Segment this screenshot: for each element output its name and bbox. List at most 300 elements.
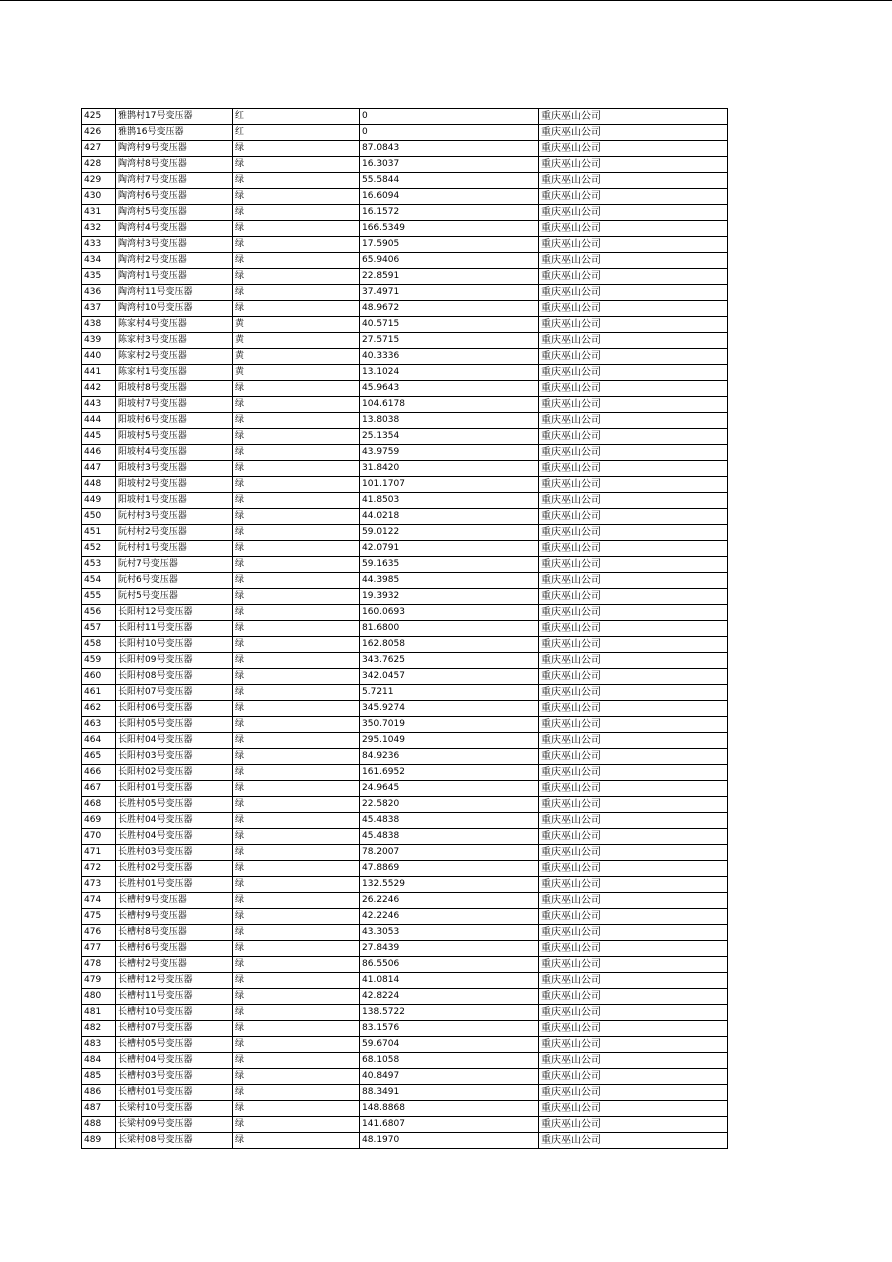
row-number-cell: 475	[82, 909, 116, 925]
company-cell: 重庆巫山公司	[539, 893, 728, 909]
row-number-cell: 454	[82, 573, 116, 589]
row-number-cell: 482	[82, 1021, 116, 1037]
transformer-name-cell: 阮村村1号变压器	[116, 541, 233, 557]
value-cell: 40.3336	[360, 349, 539, 365]
transformer-name-cell: 长阳村04号变压器	[116, 733, 233, 749]
transformer-name-cell: 阳坡村5号变压器	[116, 429, 233, 445]
status-cell: 绿	[233, 637, 360, 653]
table-row	[82, 1005, 728, 1021]
company-cell: 重庆巫山公司	[539, 733, 728, 749]
row-number-cell: 434	[82, 253, 116, 269]
transformer-name-cell: 长槽村07号变压器	[116, 1021, 233, 1037]
table-row	[82, 1037, 728, 1053]
transformer-name-cell: 陶湾村4号变压器	[116, 221, 233, 237]
status-cell: 绿	[233, 973, 360, 989]
value-cell: 160.0693	[360, 605, 539, 621]
value-cell: 25.1354	[360, 429, 539, 445]
row-number-cell: 478	[82, 957, 116, 973]
transformer-name-cell: 长槽村9号变压器	[116, 893, 233, 909]
value-cell: 37.4971	[360, 285, 539, 301]
company-cell: 重庆巫山公司	[539, 573, 728, 589]
transformer-name-cell: 陶湾村6号变压器	[116, 189, 233, 205]
table-row	[82, 973, 728, 989]
table-row	[82, 605, 728, 621]
value-cell: 86.5506	[360, 957, 539, 973]
page-top-border	[0, 0, 892, 1]
company-cell: 重庆巫山公司	[539, 189, 728, 205]
transformer-name-cell: 雅鹊村17号变压器	[116, 109, 233, 125]
status-cell: 绿	[233, 461, 360, 477]
value-cell: 59.1635	[360, 557, 539, 573]
status-cell: 绿	[233, 205, 360, 221]
row-number-cell: 444	[82, 413, 116, 429]
company-cell: 重庆巫山公司	[539, 797, 728, 813]
status-cell: 绿	[233, 797, 360, 813]
row-number-cell: 438	[82, 317, 116, 333]
transformer-name-cell: 长槽村03号变压器	[116, 1069, 233, 1085]
table-row	[82, 221, 728, 237]
company-cell: 重庆巫山公司	[539, 493, 728, 509]
value-cell: 42.2246	[360, 909, 539, 925]
transformer-name-cell: 陈家村1号变压器	[116, 365, 233, 381]
table-row	[82, 557, 728, 573]
row-number-cell: 461	[82, 685, 116, 701]
transformer-name-cell: 长槽村04号变压器	[116, 1053, 233, 1069]
table-row	[82, 317, 728, 333]
transformer-name-cell: 长阳村12号变压器	[116, 605, 233, 621]
company-cell: 重庆巫山公司	[539, 749, 728, 765]
company-cell: 重庆巫山公司	[539, 381, 728, 397]
company-cell: 重庆巫山公司	[539, 589, 728, 605]
company-cell: 重庆巫山公司	[539, 1101, 728, 1117]
value-cell: 22.8591	[360, 269, 539, 285]
status-cell: 绿	[233, 1005, 360, 1021]
value-cell: 59.6704	[360, 1037, 539, 1053]
table-row	[82, 477, 728, 493]
transformer-name-cell: 长槽村8号变压器	[116, 925, 233, 941]
status-cell: 绿	[233, 749, 360, 765]
row-number-cell: 485	[82, 1069, 116, 1085]
table-row	[82, 797, 728, 813]
row-number-cell: 456	[82, 605, 116, 621]
transformer-name-cell: 长槽村05号变压器	[116, 1037, 233, 1053]
table-row	[82, 461, 728, 477]
status-cell: 绿	[233, 829, 360, 845]
table-row	[82, 701, 728, 717]
transformer-name-cell: 长胜村04号变压器	[116, 813, 233, 829]
table-row	[82, 717, 728, 733]
company-cell: 重庆巫山公司	[539, 1117, 728, 1133]
table-row	[82, 893, 728, 909]
row-number-cell: 448	[82, 477, 116, 493]
company-cell: 重庆巫山公司	[539, 861, 728, 877]
transformer-name-cell: 长阳村08号变压器	[116, 669, 233, 685]
company-cell: 重庆巫山公司	[539, 397, 728, 413]
status-cell: 绿	[233, 941, 360, 957]
row-number-cell: 425	[82, 109, 116, 125]
status-cell: 绿	[233, 1037, 360, 1053]
transformer-name-cell: 长梁村09号变压器	[116, 1117, 233, 1133]
table-row	[82, 525, 728, 541]
company-cell: 重庆巫山公司	[539, 237, 728, 253]
row-number-cell: 428	[82, 157, 116, 173]
table-row	[82, 1021, 728, 1037]
transformer-name-cell: 长阳村05号变压器	[116, 717, 233, 733]
value-cell: 83.1576	[360, 1021, 539, 1037]
status-cell: 绿	[233, 221, 360, 237]
table-row	[82, 381, 728, 397]
transformer-name-cell: 长阳村02号变压器	[116, 765, 233, 781]
transformer-name-cell: 长阳村11号变压器	[116, 621, 233, 637]
status-cell: 绿	[233, 589, 360, 605]
status-cell: 绿	[233, 413, 360, 429]
table-row	[82, 1053, 728, 1069]
transformer-name-cell: 长阳村10号变压器	[116, 637, 233, 653]
company-cell: 重庆巫山公司	[539, 301, 728, 317]
company-cell: 重庆巫山公司	[539, 621, 728, 637]
value-cell: 42.8224	[360, 989, 539, 1005]
company-cell: 重庆巫山公司	[539, 349, 728, 365]
value-cell: 65.9406	[360, 253, 539, 269]
row-number-cell: 474	[82, 893, 116, 909]
transformer-name-cell: 阮村村3号变压器	[116, 509, 233, 525]
value-cell: 45.9643	[360, 381, 539, 397]
table-row	[82, 1133, 728, 1149]
table-row	[82, 429, 728, 445]
table-row	[82, 157, 728, 173]
value-cell: 345.9274	[360, 701, 539, 717]
row-number-cell: 466	[82, 765, 116, 781]
row-number-cell: 435	[82, 269, 116, 285]
value-cell: 48.9672	[360, 301, 539, 317]
value-cell: 40.8497	[360, 1069, 539, 1085]
value-cell: 88.3491	[360, 1085, 539, 1101]
status-cell: 绿	[233, 557, 360, 573]
value-cell: 41.8503	[360, 493, 539, 509]
table-row	[82, 349, 728, 365]
value-cell: 161.6952	[360, 765, 539, 781]
company-cell: 重庆巫山公司	[539, 989, 728, 1005]
row-number-cell: 427	[82, 141, 116, 157]
transformer-name-cell: 长槽村11号变压器	[116, 989, 233, 1005]
status-cell: 绿	[233, 813, 360, 829]
status-cell: 黄	[233, 333, 360, 349]
transformer-name-cell: 长阳村03号变压器	[116, 749, 233, 765]
transformer-name-cell: 长胜村03号变压器	[116, 845, 233, 861]
company-cell: 重庆巫山公司	[539, 253, 728, 269]
value-cell: 17.5905	[360, 237, 539, 253]
transformer-table	[81, 108, 728, 1149]
status-cell: 绿	[233, 893, 360, 909]
row-number-cell: 487	[82, 1101, 116, 1117]
row-number-cell: 449	[82, 493, 116, 509]
row-number-cell: 450	[82, 509, 116, 525]
status-cell: 绿	[233, 845, 360, 861]
value-cell: 342.0457	[360, 669, 539, 685]
row-number-cell: 470	[82, 829, 116, 845]
status-cell: 绿	[233, 1133, 360, 1149]
row-number-cell: 483	[82, 1037, 116, 1053]
value-cell: 31.8420	[360, 461, 539, 477]
row-number-cell: 489	[82, 1133, 116, 1149]
transformer-name-cell: 长槽村10号变压器	[116, 1005, 233, 1021]
company-cell: 重庆巫山公司	[539, 1037, 728, 1053]
company-cell: 重庆巫山公司	[539, 829, 728, 845]
status-cell: 红	[233, 109, 360, 125]
transformer-name-cell: 长梁村10号变压器	[116, 1101, 233, 1117]
company-cell: 重庆巫山公司	[539, 173, 728, 189]
table-row	[82, 669, 728, 685]
company-cell: 重庆巫山公司	[539, 333, 728, 349]
status-cell: 绿	[233, 173, 360, 189]
row-number-cell: 445	[82, 429, 116, 445]
value-cell: 45.4838	[360, 829, 539, 845]
transformer-name-cell: 长槽村12号变压器	[116, 973, 233, 989]
value-cell: 59.0122	[360, 525, 539, 541]
company-cell: 重庆巫山公司	[539, 477, 728, 493]
company-cell: 重庆巫山公司	[539, 653, 728, 669]
value-cell: 5.7211	[360, 685, 539, 701]
table-row	[82, 413, 728, 429]
transformer-name-cell: 阳坡村2号变压器	[116, 477, 233, 493]
company-cell: 重庆巫山公司	[539, 413, 728, 429]
table-row	[82, 189, 728, 205]
company-cell: 重庆巫山公司	[539, 685, 728, 701]
value-cell: 40.5715	[360, 317, 539, 333]
status-cell: 绿	[233, 701, 360, 717]
company-cell: 重庆巫山公司	[539, 765, 728, 781]
transformer-name-cell: 阳坡村3号变压器	[116, 461, 233, 477]
row-number-cell: 473	[82, 877, 116, 893]
value-cell: 0	[360, 109, 539, 125]
row-number-cell: 459	[82, 653, 116, 669]
row-number-cell: 453	[82, 557, 116, 573]
transformer-name-cell: 阮村7号变压器	[116, 557, 233, 573]
status-cell: 绿	[233, 685, 360, 701]
company-cell: 重庆巫山公司	[539, 525, 728, 541]
transformer-name-cell: 长槽村9号变压器	[116, 909, 233, 925]
table-row	[82, 237, 728, 253]
row-number-cell: 469	[82, 813, 116, 829]
table-row	[82, 333, 728, 349]
status-cell: 绿	[233, 925, 360, 941]
status-cell: 绿	[233, 1085, 360, 1101]
status-cell: 绿	[233, 605, 360, 621]
company-cell: 重庆巫山公司	[539, 1053, 728, 1069]
row-number-cell: 462	[82, 701, 116, 717]
company-cell: 重庆巫山公司	[539, 941, 728, 957]
status-cell: 绿	[233, 477, 360, 493]
value-cell: 48.1970	[360, 1133, 539, 1149]
transformer-name-cell: 长阳村06号变压器	[116, 701, 233, 717]
table-row	[82, 685, 728, 701]
value-cell: 0	[360, 125, 539, 141]
company-cell: 重庆巫山公司	[539, 109, 728, 125]
status-cell: 绿	[233, 509, 360, 525]
row-number-cell: 477	[82, 941, 116, 957]
company-cell: 重庆巫山公司	[539, 141, 728, 157]
row-number-cell: 440	[82, 349, 116, 365]
table-row	[82, 493, 728, 509]
value-cell: 44.3985	[360, 573, 539, 589]
company-cell: 重庆巫山公司	[539, 1085, 728, 1101]
value-cell: 22.5820	[360, 797, 539, 813]
row-number-cell: 467	[82, 781, 116, 797]
transformer-name-cell: 长胜村01号变压器	[116, 877, 233, 893]
status-cell: 绿	[233, 541, 360, 557]
company-cell: 重庆巫山公司	[539, 925, 728, 941]
status-cell: 绿	[233, 285, 360, 301]
row-number-cell: 457	[82, 621, 116, 637]
value-cell: 27.8439	[360, 941, 539, 957]
transformer-name-cell: 陶湾村10号变压器	[116, 301, 233, 317]
company-cell: 重庆巫山公司	[539, 637, 728, 653]
company-cell: 重庆巫山公司	[539, 541, 728, 557]
transformer-name-cell: 阮村村2号变压器	[116, 525, 233, 541]
value-cell: 343.7625	[360, 653, 539, 669]
company-cell: 重庆巫山公司	[539, 1021, 728, 1037]
company-cell: 重庆巫山公司	[539, 605, 728, 621]
row-number-cell: 447	[82, 461, 116, 477]
transformer-name-cell: 阮村6号变压器	[116, 573, 233, 589]
value-cell: 141.6807	[360, 1117, 539, 1133]
status-cell: 绿	[233, 1021, 360, 1037]
transformer-name-cell: 陶湾村2号变压器	[116, 253, 233, 269]
table-row	[82, 733, 728, 749]
transformer-name-cell: 陶湾村8号变压器	[116, 157, 233, 173]
value-cell: 162.8058	[360, 637, 539, 653]
row-number-cell: 437	[82, 301, 116, 317]
value-cell: 45.4838	[360, 813, 539, 829]
row-number-cell: 433	[82, 237, 116, 253]
table-row	[82, 637, 728, 653]
row-number-cell: 484	[82, 1053, 116, 1069]
transformer-name-cell: 长槽村01号变压器	[116, 1085, 233, 1101]
company-cell: 重庆巫山公司	[539, 429, 728, 445]
transformer-name-cell: 陶湾村3号变压器	[116, 237, 233, 253]
status-cell: 绿	[233, 765, 360, 781]
value-cell: 43.3053	[360, 925, 539, 941]
table-row	[82, 1101, 728, 1117]
company-cell: 重庆巫山公司	[539, 1069, 728, 1085]
company-cell: 重庆巫山公司	[539, 125, 728, 141]
transformer-name-cell: 长阳村09号变压器	[116, 653, 233, 669]
status-cell: 绿	[233, 989, 360, 1005]
row-number-cell: 451	[82, 525, 116, 541]
status-cell: 绿	[233, 1053, 360, 1069]
table-row	[82, 365, 728, 381]
table-row	[82, 941, 728, 957]
table-row	[82, 813, 728, 829]
company-cell: 重庆巫山公司	[539, 461, 728, 477]
status-cell: 绿	[233, 573, 360, 589]
status-cell: 绿	[233, 269, 360, 285]
status-cell: 绿	[233, 381, 360, 397]
status-cell: 绿	[233, 237, 360, 253]
transformer-name-cell: 陶湾村1号变压器	[116, 269, 233, 285]
company-cell: 重庆巫山公司	[539, 973, 728, 989]
status-cell: 黄	[233, 365, 360, 381]
status-cell: 绿	[233, 669, 360, 685]
status-cell: 绿	[233, 253, 360, 269]
table-row	[82, 1069, 728, 1085]
transformer-name-cell: 长胜村05号变压器	[116, 797, 233, 813]
status-cell: 绿	[233, 781, 360, 797]
table-row	[82, 285, 728, 301]
status-cell: 绿	[233, 1117, 360, 1133]
status-cell: 绿	[233, 301, 360, 317]
value-cell: 41.0814	[360, 973, 539, 989]
value-cell: 13.1024	[360, 365, 539, 381]
transformer-name-cell: 长阳村07号变压器	[116, 685, 233, 701]
row-number-cell: 486	[82, 1085, 116, 1101]
table-row	[82, 989, 728, 1005]
row-number-cell: 429	[82, 173, 116, 189]
value-cell: 16.6094	[360, 189, 539, 205]
company-cell: 重庆巫山公司	[539, 669, 728, 685]
table-row	[82, 749, 728, 765]
status-cell: 黄	[233, 317, 360, 333]
company-cell: 重庆巫山公司	[539, 845, 728, 861]
table-row	[82, 957, 728, 973]
value-cell: 78.2007	[360, 845, 539, 861]
table-row	[82, 397, 728, 413]
company-cell: 重庆巫山公司	[539, 717, 728, 733]
status-cell: 黄	[233, 349, 360, 365]
transformer-name-cell: 陈家村2号变压器	[116, 349, 233, 365]
table-row	[82, 829, 728, 845]
status-cell: 绿	[233, 397, 360, 413]
status-cell: 绿	[233, 1101, 360, 1117]
row-number-cell: 463	[82, 717, 116, 733]
transformer-name-cell: 雅鹊16号变压器	[116, 125, 233, 141]
status-cell: 绿	[233, 861, 360, 877]
row-number-cell: 430	[82, 189, 116, 205]
table-row	[82, 925, 728, 941]
transformer-name-cell: 阳坡村1号变压器	[116, 493, 233, 509]
company-cell: 重庆巫山公司	[539, 509, 728, 525]
transformer-name-cell: 陶湾村7号变压器	[116, 173, 233, 189]
table-row	[82, 253, 728, 269]
row-number-cell: 443	[82, 397, 116, 413]
transformer-name-cell: 长槽村2号变压器	[116, 957, 233, 973]
table-row	[82, 621, 728, 637]
value-cell: 84.9236	[360, 749, 539, 765]
row-number-cell: 472	[82, 861, 116, 877]
status-cell: 绿	[233, 909, 360, 925]
row-number-cell: 464	[82, 733, 116, 749]
company-cell: 重庆巫山公司	[539, 317, 728, 333]
table-row	[82, 445, 728, 461]
value-cell: 138.5722	[360, 1005, 539, 1021]
value-cell: 27.5715	[360, 333, 539, 349]
row-number-cell: 481	[82, 1005, 116, 1021]
transformer-name-cell: 阳坡村4号变压器	[116, 445, 233, 461]
row-number-cell: 436	[82, 285, 116, 301]
transformer-name-cell: 长梁村08号变压器	[116, 1133, 233, 1149]
row-number-cell: 460	[82, 669, 116, 685]
value-cell: 104.6178	[360, 397, 539, 413]
row-number-cell: 479	[82, 973, 116, 989]
company-cell: 重庆巫山公司	[539, 157, 728, 173]
status-cell: 红	[233, 125, 360, 141]
value-cell: 87.0843	[360, 141, 539, 157]
row-number-cell: 441	[82, 365, 116, 381]
status-cell: 绿	[233, 1069, 360, 1085]
table-row	[82, 589, 728, 605]
transformer-name-cell: 阳坡村6号变压器	[116, 413, 233, 429]
table-row	[82, 269, 728, 285]
